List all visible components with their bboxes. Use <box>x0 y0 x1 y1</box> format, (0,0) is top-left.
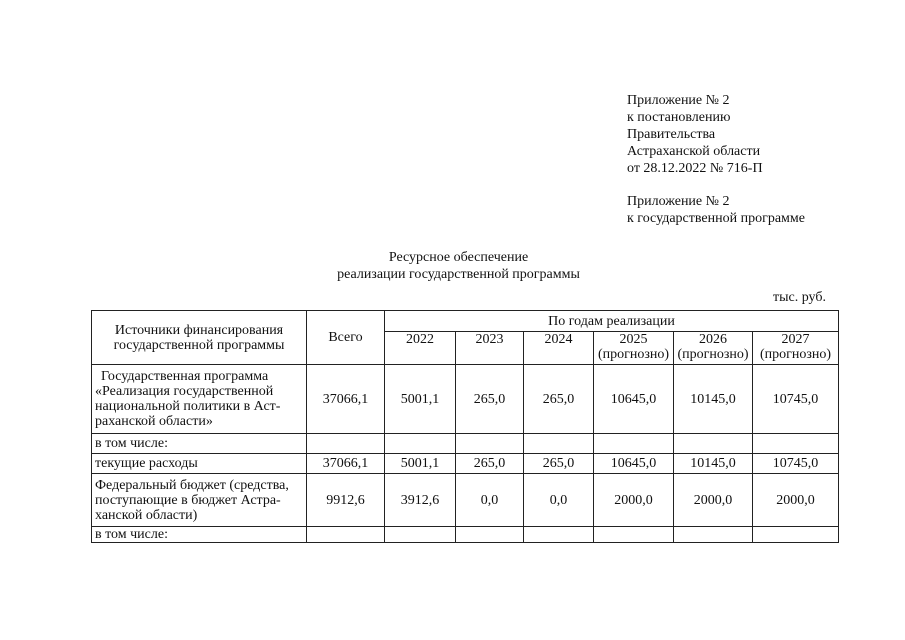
row-label-line: раханской области» <box>95 414 213 429</box>
row-label-line: Государственная программа <box>101 369 269 384</box>
document-title <box>0 249 905 283</box>
table-row <box>92 365 839 434</box>
row-label-state-program <box>92 365 307 434</box>
table-row <box>92 527 839 543</box>
appendix-line: Приложение № 2 <box>627 93 730 108</box>
row-label-line: Федеральный бюджет (средства, <box>95 477 289 493</box>
year-label: 2024 <box>544 332 573 347</box>
cell-2024 <box>524 527 594 543</box>
cell-2026: 10145,0 <box>674 365 753 434</box>
header-year-2023 <box>456 332 524 365</box>
row-label-including: в том числе: <box>92 527 307 543</box>
cell-2026: 2000,0 <box>674 474 753 527</box>
cell-2023: 265,0 <box>456 454 524 474</box>
cell-2023 <box>456 434 524 454</box>
cell-total <box>307 434 385 454</box>
table-row <box>92 474 839 527</box>
title-line-2: реализации государственной программы <box>337 267 580 282</box>
cell-2022: 3912,6 <box>385 474 456 527</box>
cell-2027 <box>753 434 839 454</box>
appendix-line: Правительства <box>627 127 716 142</box>
cell-2023: 265,0 <box>456 365 524 434</box>
appendix-line: к постановлению <box>627 110 731 125</box>
year-label: 2027 <box>781 332 810 347</box>
appendix-line: Астраханской области <box>627 144 761 159</box>
cell-2025: 2000,0 <box>594 474 674 527</box>
header-sources <box>92 311 307 365</box>
cell-2023 <box>456 527 524 543</box>
row-label-line: национальной политики в Аст- <box>95 399 281 414</box>
cell-2024: 265,0 <box>524 454 594 474</box>
row-label-line: ханской области) <box>95 507 198 523</box>
cell-2026 <box>674 527 753 543</box>
header-sources-line: Источники финансирования <box>114 322 284 338</box>
appendix-line: от 28.12.2022 № 716-П <box>627 161 763 176</box>
header-year-2025 <box>594 332 674 365</box>
header-year-2022 <box>385 332 456 365</box>
cell-total: 37066,1 <box>307 365 385 434</box>
header-total: Всего <box>307 311 385 365</box>
appendix-line: Приложение № 2 <box>627 194 730 209</box>
year-label: 2023 <box>475 332 504 347</box>
header-year-2024 <box>524 332 594 365</box>
cell-2022: 5001,1 <box>385 454 456 474</box>
year-label: 2026 <box>699 332 727 347</box>
title-line-1: Ресурсное обеспечение <box>388 250 529 265</box>
table-row <box>92 454 839 474</box>
cell-2024: 0,0 <box>524 474 594 527</box>
appendix-block-decree <box>627 92 763 177</box>
year-note: (прогнозно) <box>677 347 749 362</box>
appendix-block-program <box>627 193 805 227</box>
cell-total: 9912,6 <box>307 474 385 527</box>
cell-2026: 10145,0 <box>674 454 753 474</box>
cell-2027: 10745,0 <box>753 454 839 474</box>
year-label: 2022 <box>406 332 434 347</box>
row-label-federal-budget <box>92 474 307 527</box>
cell-2025: 10645,0 <box>594 365 674 434</box>
cell-2027: 2000,0 <box>753 474 839 527</box>
cell-total <box>307 527 385 543</box>
row-label-current-expenses: текущие расходы <box>92 454 307 474</box>
cell-2022 <box>385 527 456 543</box>
row-label-including: в том числе: <box>92 434 307 454</box>
resource-table <box>91 310 839 543</box>
cell-2025: 10645,0 <box>594 454 674 474</box>
cell-2023: 0,0 <box>456 474 524 527</box>
header-year-2027 <box>753 332 839 365</box>
table-row <box>92 434 839 454</box>
cell-2027: 10745,0 <box>753 365 839 434</box>
unit-label: тыс. руб. <box>773 290 826 305</box>
appendix-line: к государственной программе <box>627 211 805 226</box>
cell-2025 <box>594 434 674 454</box>
cell-2024: 265,0 <box>524 365 594 434</box>
row-label-line: «Реализация государственной <box>95 384 274 399</box>
cell-2024 <box>524 434 594 454</box>
cell-2022 <box>385 434 456 454</box>
cell-total: 37066,1 <box>307 454 385 474</box>
header-by-years: По годам реализации <box>385 311 839 332</box>
row-label-line: поступающие в бюджет Астра- <box>95 492 281 508</box>
cell-2027 <box>753 527 839 543</box>
cell-2022: 5001,1 <box>385 365 456 434</box>
year-note: (прогнозно) <box>759 347 832 362</box>
cell-2026 <box>674 434 753 454</box>
header-sources-line: государственной программы <box>113 337 285 353</box>
cell-2025 <box>594 527 674 543</box>
year-label: 2025 <box>619 332 648 347</box>
header-year-2026 <box>674 332 753 365</box>
year-note: (прогнозно) <box>597 347 670 362</box>
